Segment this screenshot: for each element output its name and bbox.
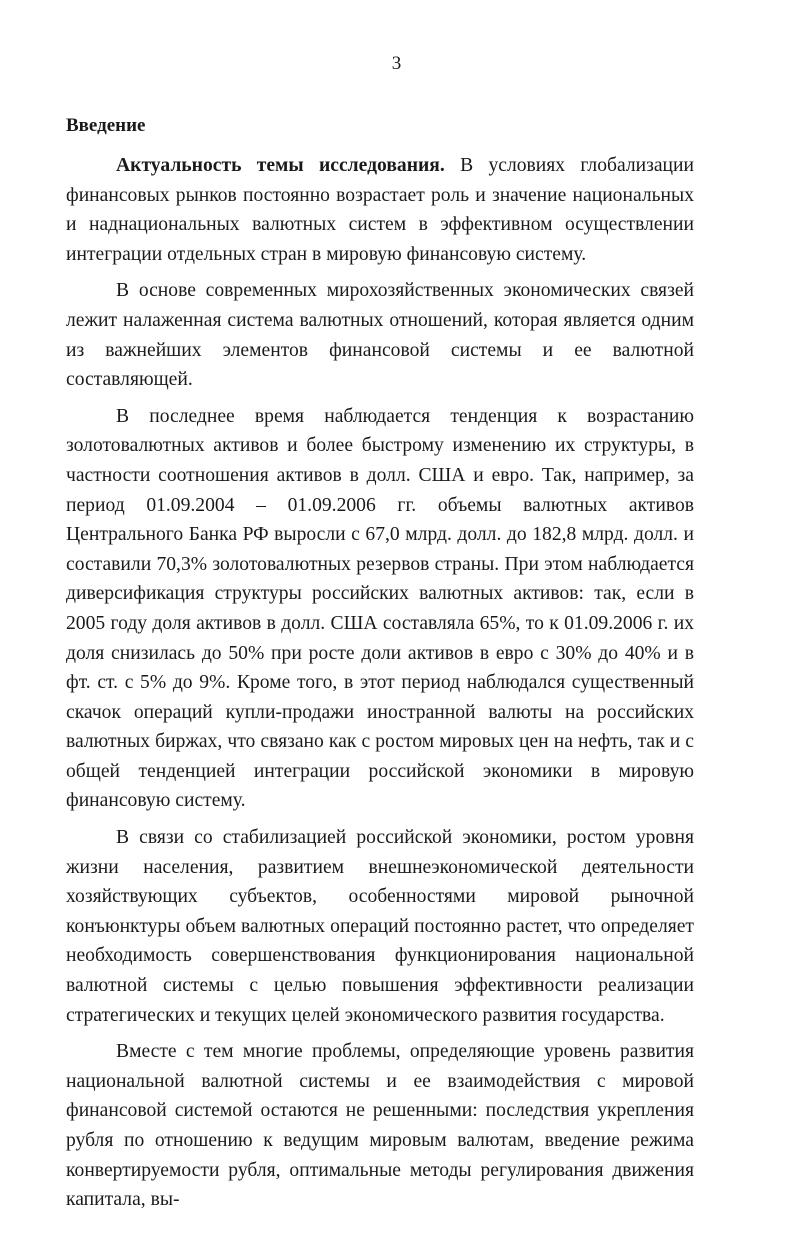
page-number: 3 — [391, 53, 402, 74]
paragraph-lead: Актуальность темы исследования. — [116, 155, 445, 176]
paragraph-text: В условиях глобализации финансовых рынков постоянно возрастает роль и значение национальных и наднациональных валютных систем в эффективном осуществлении интеграции отдельных стран в мировую финансовую систему. — [66, 155, 694, 265]
paragraph-problems: Вместе с тем многие проблемы, определяющие уровень развития национальной валютной системы и ее взаимодействия с мировой финансовой системой остаются не решенными: последствия укрепления рубля по отношению к ведущим мировым валютам, введение режима конвертируемости рубля, оптимальные методы регулирования движения капитала, вы- — [66, 1041, 694, 1211]
paragraph-relevance — [66, 151, 694, 269]
paragraph-stabilization: В связи со стабилизацией российской экономики, ростом уровня жизни населения, развитием внешнеэкономической деятельности хозяйствующих субъектов, особенностями мировой рыночной конъюнктуры объем валютных операций постоянно растет, что определяет необходимость совершенствования функционирования национальной валютной системы с целью повышения эффективности реализации стратегических и текущих целей экономического развития государства. — [66, 827, 694, 1026]
body-text — [66, 151, 694, 1215]
paragraph-currency-relations: В основе современных мирохозяйственных экономических связей лежит налаженная система валютных отношений, которая является одним из важнейших элементов финансовой системы и ее валютной составляющей. — [66, 280, 694, 391]
section-heading: Введение — [66, 115, 146, 136]
paragraph-gold-reserves: В последнее время наблюдается тенденция к возрастанию золотовалютных активов и более быстрому изменению их структуры, в частности соотношения активов в долл. США и евро. Так, например, за период 01.09.2004 – 01.09.2006 гг. объемы валютных активов Центрального Банка РФ выросли с 67,0 млрд. долл. до 182,8 млрд. долл. и составили 70,3% золотовалютных резервов страны. При этом наблюдается диверсификация структуры российских валютных активов: так, если в 2005 году доля активов в долл. США составляла 65%, то к 01.09.2006 г. их доля снизилась до 50% при росте доли активов в евро с 30% до 40% и в фт. ст. с 5% до 9%. Кроме того, в этот период наблюдался существенный скачок операций купли-продажи иностранной валюты на российских валютных биржах, что связано как с ростом мировых цен на нефть, так и с общей тенденцией интеграции российской экономики в мировую финансовую систему. — [66, 405, 694, 812]
